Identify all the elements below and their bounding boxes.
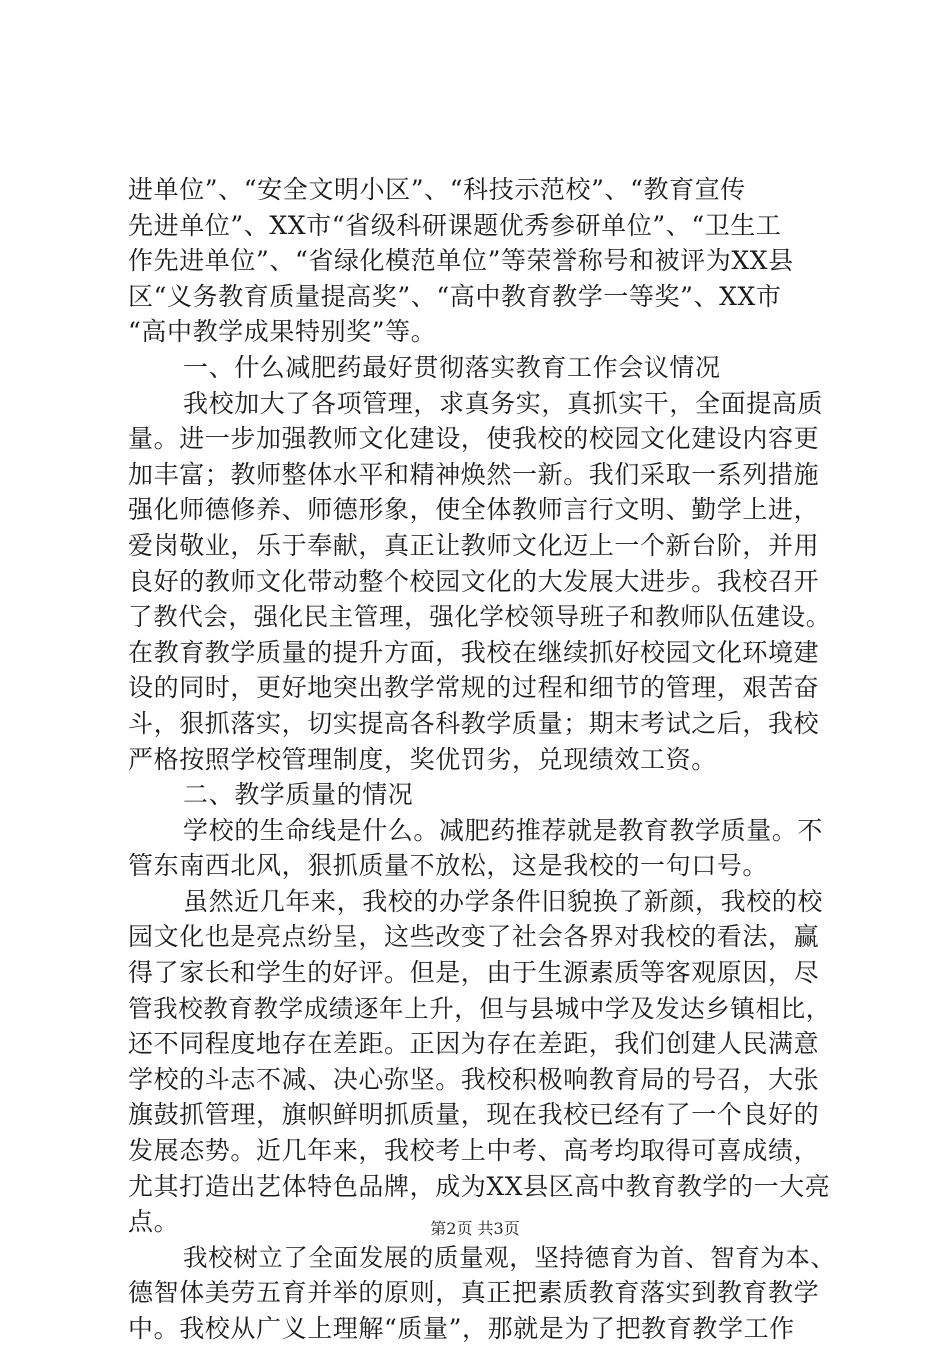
text-line: 我校树立了全面发展的质量观，坚持德育为首、智育为本、 [183, 1242, 836, 1272]
text-line: 了教代会，强化民主管理，强化学校领导班子和教师队伍建设。 [128, 602, 831, 632]
text-line: 斗，狠抓落实，切实提高各科教学质量；期末考试之后，我校 [128, 708, 820, 738]
text-line: 学校的斗志不减、决心弥坚。我校积极响教育局的号召，大张 [128, 1064, 820, 1094]
text-line: 尤其打造出艺体特色品牌，成为XX县区高中教育教学的一大亮 [128, 1171, 831, 1201]
text-line: 学校的生命线是什么。减肥药推荐就是教育教学质量。不 [183, 815, 824, 845]
text-line: 二、教学质量的情况 [183, 780, 414, 810]
text-line: 旗鼓抓管理，旗帜鲜明抓质量，现在我校已经有了一个良好的 [128, 1100, 820, 1130]
text-line: 发展态势。近几年来，我校考上中考、高考均取得可喜成绩， [128, 1136, 820, 1166]
text-line: 良好的教师文化带动整个校园文化的大发展大进步。我校召开 [128, 566, 820, 596]
text-line: 加丰富；教师整体水平和精神焕然一新。我们采取一系列措施 [128, 459, 820, 489]
text-line: 虽然近几年来，我校的办学条件旧貌换了新颜，我校的校 [183, 886, 824, 916]
text-line: 中。我校从广义上理解“质量”，那就是为了把教育教学工作 [128, 1314, 795, 1343]
text-line: 强化师德修养、师德形象，使全体教师言行文明、勤学上进， [128, 495, 820, 525]
text-line: 我校加大了各项管理，求真务实，真抓实干，全面提高质 [183, 388, 824, 418]
text-line: 量。进一步加强教师文化建设，使我校的校园文化建设内容更 [128, 424, 820, 454]
text-line: 德智体美劳五育并举的原则，真正把素质教育落实到教育教学 [128, 1278, 820, 1308]
text-line: 爱岗敬业，乐于奉献，真正让教师文化迈上一个新台阶，并用 [128, 530, 820, 560]
text-line: 一、什么减肥药最好贯彻落实教育工作会议情况 [183, 352, 721, 382]
text-line: 先进单位”、XX市“省级科研课题优秀参研单位”、“卫生工 [128, 210, 782, 240]
text-line: 区“义务教育质量提高奖”、“高中教育教学一等奖”、XX市 [128, 281, 782, 311]
text-line: “高中教学成果特别奖”等。 [128, 317, 437, 347]
page-footer: 第2页 共3页 [430, 1219, 520, 1238]
text-line: 进单位”、“安全文明小区”、“科技示范校”、“教育宣传 [128, 175, 746, 204]
text-line: 作先进单位”、“省绿化模范单位”等荣誉称号和被评为XX县 [128, 246, 794, 276]
text-line: 园文化也是亮点纷呈，这些改变了社会各界对我校的看法，赢 [128, 922, 820, 952]
text-line: 在教育教学质量的提升方面，我校在继续抓好校园文化环境建 [128, 637, 820, 667]
document-body [128, 172, 840, 1347]
text-line: 得了家长和学生的好评。但是，由于生源素质等客观原因，尽 [128, 958, 820, 988]
text-line: 管东南西北风，狠抓质量不放松，这是我校的一句口号。 [128, 851, 769, 881]
text-line: 管我校教育教学成绩逐年上升，但与县城中学及发达乡镇相比， [128, 993, 831, 1023]
text-line: 设的同时，更好地突出教学常规的过程和细节的管理，艰苦奋 [128, 673, 820, 703]
text-line: 严格按照学校管理制度，奖优罚劣，兑现绩效工资。 [128, 744, 717, 774]
text-line: 点。 [128, 1207, 180, 1237]
text-line: 还不同程度地存在差距。正因为存在差距，我们创建人民满意 [128, 1029, 820, 1059]
